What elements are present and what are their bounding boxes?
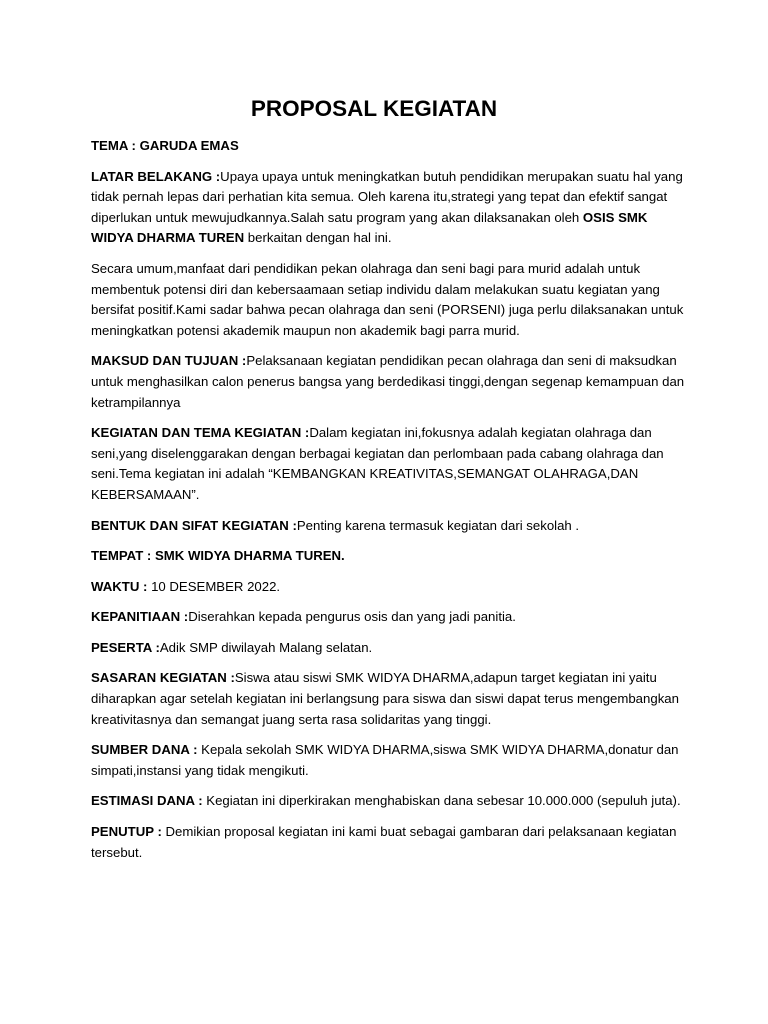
school-name: OSIS SMK WIDYA DHARMA TUREN [91, 209, 648, 246]
kepanitiaan-paragraph [91, 607, 691, 628]
maksud-paragraph [91, 351, 691, 413]
maksud-text: Pelaksanaan kegiatan pendidikan pecan olahraga dan seni di maksudkan untuk menghasilkan calon penerus bangsa yang berdedikasi tinggi,dengan segenap kemampuan dan ketrampilannya [91, 353, 685, 410]
kepanitiaan-text: Diserahkan kepada pengurus osis dan yang jadi panitia. [188, 609, 516, 625]
sasaran-paragraph [91, 668, 691, 730]
bentuk-label: BENTUK DAN SIFAT KEGIATAN : [91, 517, 297, 533]
tema-paragraph [91, 136, 691, 157]
kegiatan-tema-paragraph [91, 423, 691, 505]
estimasi-text: Kegiatan ini diperkirakan menghabiskan dana sebesar 10.000.000 (sepuluh juta). [202, 793, 681, 809]
secara-umum-paragraph [91, 259, 691, 341]
peserta-text: Adik SMP diwilayah Malang selatan. [159, 639, 373, 655]
latar-belakang-text-1: Upaya upaya untuk meningkatkan butuh pendidikan merupakan suatu hal yang tidak pernah lepas dari perhatian kita semua. Oleh karena itu,strategi yang tepat dan efektif sangat diperlukan untuk mewujudkannya.Salah satu program yang akan dilaksanakan oleh [91, 168, 683, 225]
kepanitiaan-label: KEPANITIAAN : [91, 609, 189, 625]
kegiatan-tema-label: KEGIATAN DAN TEMA KEGIATAN : [91, 425, 310, 441]
secara-umum-text: Secara umum,manfaat dari pendidikan pekan olahraga dan seni bagi para murid adalah untuk membentuk potensi diri dan kebersaamaan setiap individu dalam melakukan suatu kegiatan yang bersifat positif.Kami sadar bahwa pecan olahraga dan seni (PORSENI) juga perlu dilaksanakan untuk meningkatkan potensi akademik maupun non akademik bagi parra murid. [91, 260, 684, 338]
penutup-text: Demikian proposal kegiatan ini kami buat sebagai gambaran dari pelaksanaan kegiatan tersebut. [91, 824, 677, 860]
sasaran-text: Siswa atau siswi SMK WIDYA DHARMA,adapun target kegiatan ini yaitu diharapkan agar setelah kegiatan ini berlangsung para siswa dan siswi dapat terus mengembangkan kreativitasnya dan semangat juang serta rasa solidaritas yang tinggi. [91, 670, 679, 727]
kegiatan-tema-text: Dalam kegiatan ini,fokusnya adalah kegiatan olahraga dan seni,yang diselenggarakan dengan berbagai kegiatan dan perlombaan pada cabang olahraga dan seni.Tema kegiatan ini adalah “KEMBANGKAN KREATIVITAS,SEMANGAT OLAHRAGA,DAN KEBERSAMAAN”. [91, 425, 664, 502]
estimasi-label: ESTIMASI DANA : [91, 793, 203, 809]
tempat-label: TEMPAT : SMK WIDYA DHARMA TUREN. [91, 548, 345, 564]
waktu-paragraph [91, 577, 691, 598]
waktu-label: WAKTU : [91, 578, 148, 594]
peserta-paragraph [91, 638, 691, 659]
bentuk-paragraph [91, 516, 691, 537]
tempat-paragraph [91, 546, 691, 567]
bentuk-text: Penting karena termasuk kegiatan dari sekolah . [296, 517, 580, 533]
sumber-dana-paragraph [91, 740, 691, 781]
penutup-paragraph [91, 822, 691, 863]
latar-belakang-text-2: berkaitan dengan hal ini. [244, 230, 392, 246]
latar-belakang-paragraph [91, 167, 691, 249]
estimasi-paragraph [91, 791, 691, 812]
latar-belakang-label: LATAR BELAKANG : [91, 168, 221, 184]
sasaran-label: SASARAN KEGIATAN : [91, 670, 235, 686]
penutup-label: PENUTUP : [91, 824, 162, 840]
document-title: PROPOSAL KEGIATAN [250, 96, 498, 121]
tema-label: TEMA : GARUDA EMAS [91, 138, 239, 153]
sumber-dana-label: SUMBER DANA : [91, 742, 198, 758]
maksud-label: MAKSUD DAN TUJUAN : [91, 353, 247, 369]
document-body [91, 136, 691, 873]
sumber-dana-text: Kepala sekolah SMK WIDYA DHARMA,siswa SMK WIDYA DHARMA,donatur dan simpati,instansi yang tidak mengikuti. [91, 742, 679, 778]
peserta-label: PESERTA : [91, 639, 160, 655]
waktu-text: 10 DESEMBER 2022. [147, 578, 281, 594]
